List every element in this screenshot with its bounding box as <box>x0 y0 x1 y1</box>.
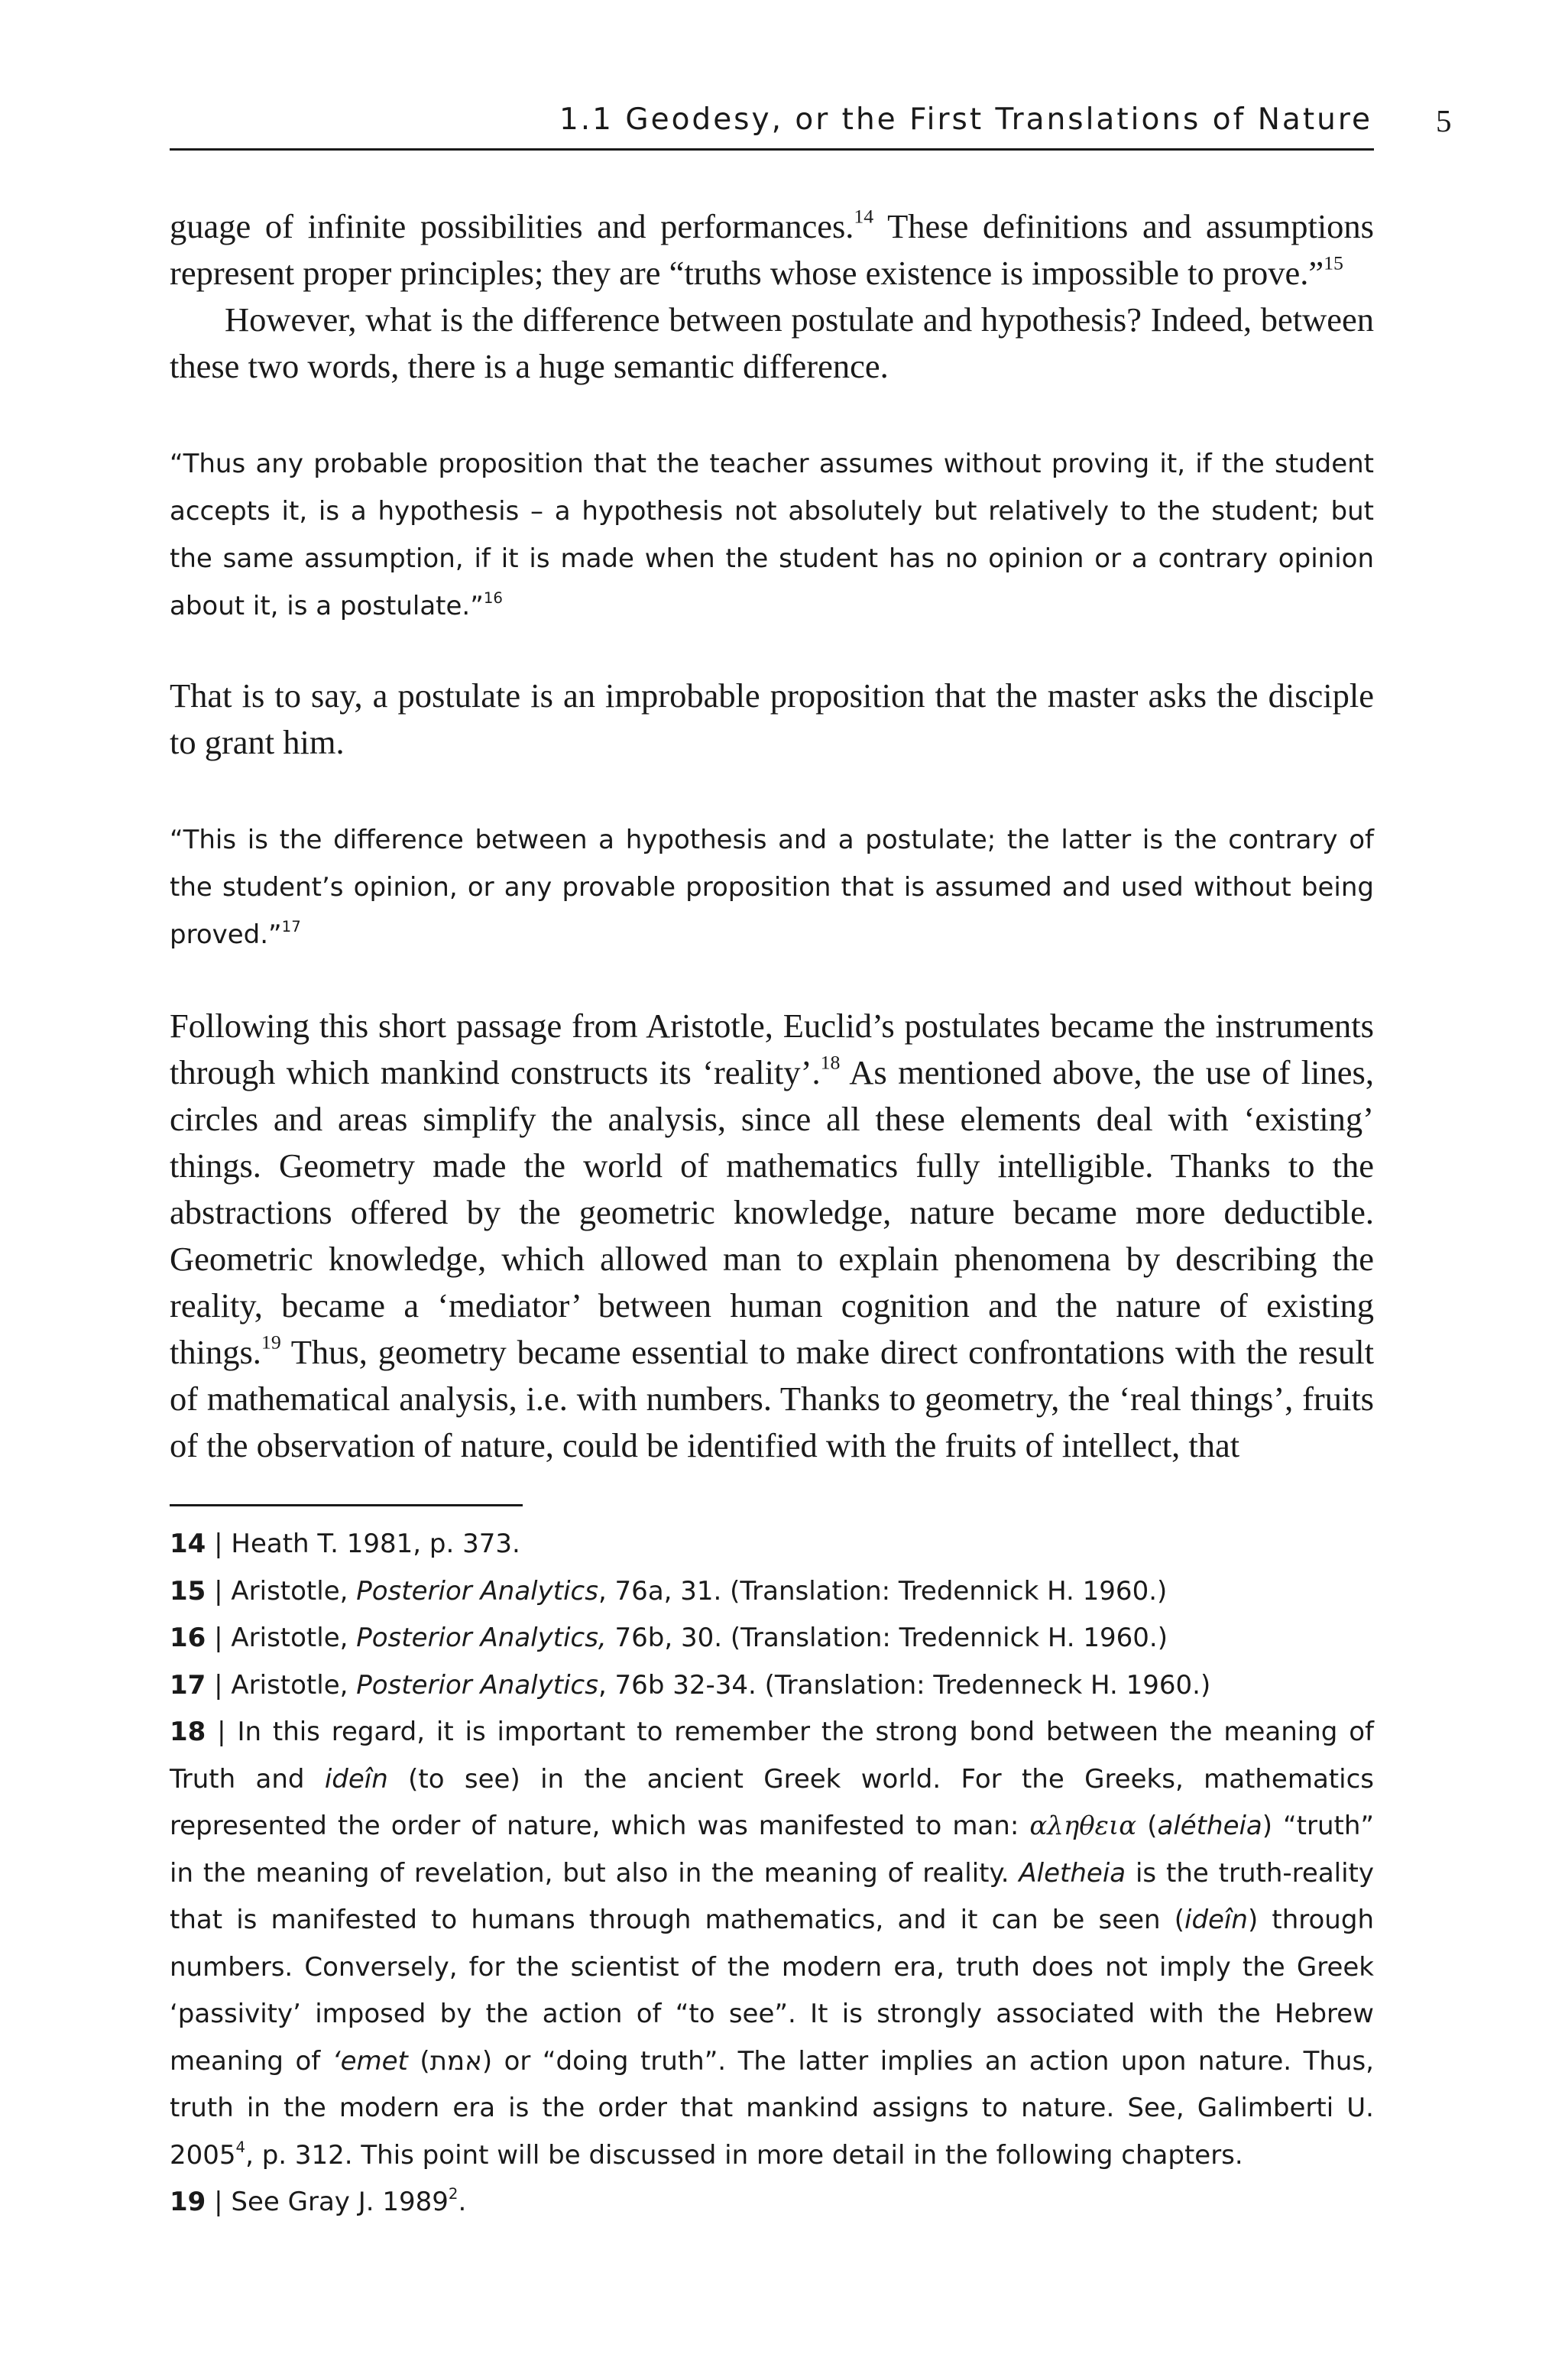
footnote-ref-18[interactable]: 18 <box>820 1051 841 1074</box>
block-quote-hypothesis: “Thus any probable proposition that the teacher assumes without proving it, if the student accepts it, is a hypothesis – a hypothesis not absolutely but relatively to the student; but the same assumption, if it is made when the student has no opinion or a contrary opinion about it, is a postulate.”$^{16}$ <box>170 449 1374 621</box>
footnote-ref-19[interactable]: 19 <box>261 1331 281 1354</box>
paragraph-postulate-definition: That is to say, a postulate is an improbable proposition that the master asks the disciple to grant him. <box>170 676 1374 761</box>
header-rule <box>170 148 1374 151</box>
paragraph-euclid-postulates: Following this short passage from Aristotle, Euclid’s postulates became the instruments through which mankind constructs its ‘reality’.$^{18}$ As mentioned above, the use of lines, circles and areas simplify the analysis, since all these elements deal with ‘existing’ things. Geometry made the world of mathematics fully intelligible. Thanks to the abstractions offered by the geometric knowledge, nature became more deductible. Geometric knowledge, which allowed man to explain phenomena by describing the reality, became a ‘mediator’ between human cognition and the nature of existing things.$^{19}$ Thus, geometry became essential to make direct confrontations with the result of mathematical analysis, i.e. with numbers. Thanks to geometry, the ‘real things’, fruits of the observation of nature, could be identified with the fruits of intellect, that <box>170 1007 1374 1464</box>
running-header-title: 1.1 Geodesy, or the First Translations of Nature <box>559 102 1372 137</box>
footnote-ref-17[interactable]: 17 <box>281 918 301 936</box>
page-number: 5 <box>1436 103 1452 138</box>
footnote-separator <box>170 1504 523 1506</box>
paragraph-postulate-question: However, what is the difference between postulate and hypothesis? Indeed, between these two words, there is a huge semantic difference. <box>170 300 1374 385</box>
footnote-19: 19 | See Gray J. 1989$^2$. <box>170 2185 467 2217</box>
footnote-ref-15[interactable]: 15 <box>1324 251 1343 274</box>
footnote-ref-16[interactable]: 16 <box>483 589 503 608</box>
block-quote-difference: “This is the difference between a hypothesis and a postulate; the latter is the contrary of the student’s opinion, or any provable proposition that is assumed and used without being proved.”$^{17}$ <box>170 825 1374 950</box>
footnote-14: 14 | Heath T. 1981, p. 373. <box>170 1529 520 1559</box>
footnote-17: 17 | Aristotle, Posterior Analytics, 76b 32-34. (Translation: Tredenneck H. 1960.) <box>170 1669 1211 1701</box>
footnotes <box>170 1521 1374 2226</box>
footnote-18: 18 | In this regard, it is important to remember the strong bond between the meaning of Truth and ideîn (to see) in the ancient Greek world. For the Greeks, mathematics represented the order of nature, which was manifested to man: αληθεια (alétheia) “truth” in the meaning of revelation, but also in the meaning of reality. Aletheia is the truth-reality that is manifested to humans through mathematics, and it can be seen (ideîn) through numbers. Conversely, for the scientist of the modern era, truth does not imply the Greek ‘passivity’ imposed by the action of “to see”. It is strongly associated with the Hebrew meaning of ‘emet (אמת) or “doing truth”. The latter implies an action upon nature. Thus, truth in the modern era is the order that mankind assigns to nature. See, Galimberti U. 2005$^4$, p. 312. This point will be discussed in more detail in the following chapters. <box>170 1717 1375 2171</box>
footnote-16: 16 | Aristotle, Posterior Analytics, 76b, 30. (Translation: Tredennick H. 1960.) <box>170 1623 1168 1653</box>
footnote-ref-14[interactable]: 14 <box>854 205 874 228</box>
footnote-15: 15 | Aristotle, Posterior Analytics, 76a, 31. (Translation: Tredennick H. 1960.) <box>170 1575 1168 1607</box>
paragraph-continuation: guage of infinite possibilities and performances.$^{14}$ These definitions and assumptions represent proper principles; they are “truths whose existence is impossible to prove.”$^{15}$ <box>170 205 1375 292</box>
